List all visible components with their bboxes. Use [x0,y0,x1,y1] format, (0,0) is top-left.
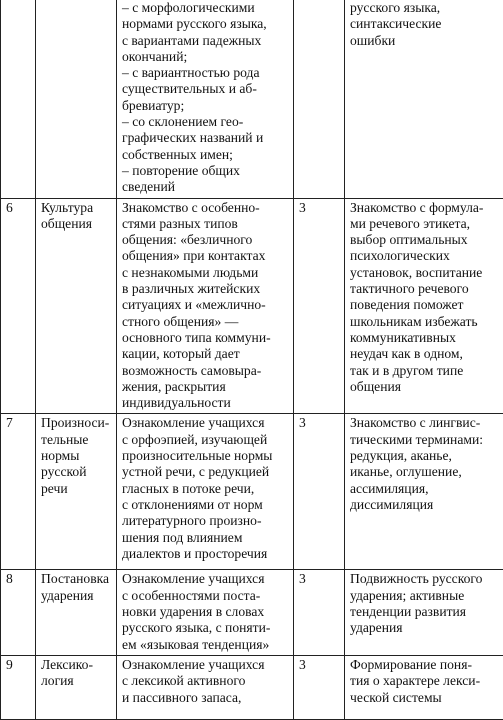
table-row [1,0,503,198]
lesson-topic [36,0,117,198]
lesson-number [1,0,36,198]
lesson-result: Подвижность русского ударения; активные тенденции развития ударения [345,570,503,655]
lesson-topic: Произноси- тельные нормы русской речи [36,414,117,570]
lesson-content: Ознакомление учащихся с орфоэпией, изучающей произносительные нормы устной речи, с редукцией гласных в потоке речи, с отклонениями от норм литературного произно- шения под влиянием диалектов и просторечия [117,414,294,570]
lesson-hours [294,0,345,198]
lesson-topic: Лексико- логия [36,655,117,719]
lesson-hours: 3 [294,414,345,570]
lesson-hours: 3 [294,655,345,719]
lesson-content: Ознакомление учащихся с лексикой активного и пассивного запаса, [117,655,294,719]
lesson-result: Знакомство с формула- ми речевого этикета, выбор оптимальных психологических установок, воспитание тактичного речевого поведения поможет школьникам избежать коммуникативных неудач как в одном, так и в другом типе общения [345,198,503,414]
lesson-number: 7 [1,414,36,570]
lesson-hours: 3 [294,198,345,414]
lesson-topic: Постановка ударения [36,570,117,655]
lesson-content: – с морфологическими нормами русского языка, с вариантами падежных окончаний; – с вариантностью рода существительных и аб- бревиатур; – со склонением гео- графических названий и собственных имен; – повторение общих сведений [117,0,294,198]
lesson-result: русского языка, синтаксические ошибки [345,0,503,198]
table-row [1,198,503,414]
lesson-content: Ознакомление учащихся с особенностями поста- новки ударения в словах русского языка, с поняти- ем «языковая тенденция» [117,570,294,655]
table-row [1,570,503,655]
lesson-hours: 3 [294,570,345,655]
lesson-topic: Культура общения [36,198,117,414]
lesson-number: 9 [1,655,36,719]
table-row [1,655,503,719]
lesson-result: Знакомство с лингвис- тическими терминами: редукция, аканье, иканье, оглушение, ассимиляция, диссимиляция [345,414,503,570]
table-row [1,414,503,570]
lesson-number: 6 [1,198,36,414]
lesson-content: Знакомство с особенно- стями разных типов общения: «безличного общения» при контактах с незнакомыми людьми в различных житейских ситуациях и «межлично- стного общения» — основного типа коммуни- кации, который дает возможность самовыра- жения, раскрытия индивидуальности [117,198,294,414]
lesson-result: Формирование поня- тия о характере лекси- ческой системы [345,655,503,719]
lesson-number: 8 [1,570,36,655]
